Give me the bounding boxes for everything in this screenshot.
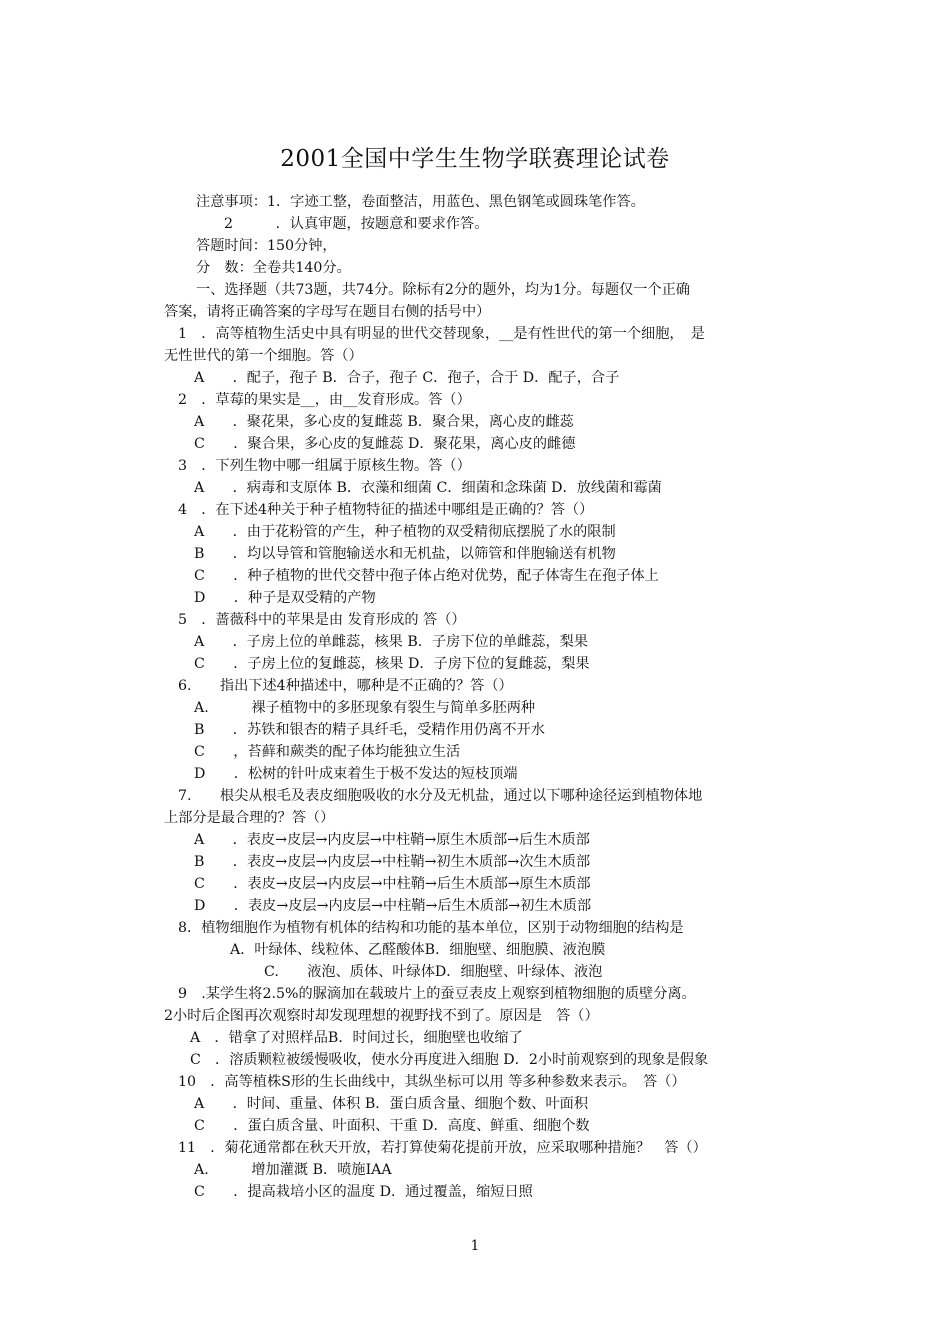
text-line: B ．表皮→皮层→内皮层→中柱鞘→初生木质部→次生木质部 [194,854,591,870]
text-line: A ．时间、重量、体积 B．蛋白质含量、细胞个数、叶面积 [194,1096,589,1112]
text-line: C ．子房上位的复雌蕊，核果 D．子房下位的复雌蕊，梨果 [194,656,590,672]
text-line: D ．松树的针叶成束着生于极不发达的短枝顶端 [194,766,518,782]
text-line: 4 ．在下述4种关于种子植物特征的描述中哪组是正确的？答（） [178,502,594,518]
document-title: 2001全国中学生生物学联赛理论试卷 [280,146,670,172]
text-line: 2 ．认真审题，按题意和要求作答。 [224,216,489,232]
text-line: A ．由于花粉管的产生，种子植物的双受精彻底摆脱了水的限制 [194,524,616,540]
text-line: 5 ．蔷薇科中的苹果是由 发育形成的 答（） [178,612,466,628]
text-line: C ．聚合果，多心皮的复雌蕊 D．聚花果，离心皮的雌德 [194,436,576,452]
text-line: A ．子房上位的单雌蕊，核果 B．子房下位的单雌蕊，梨果 [194,634,589,650]
text-line: A ．配子，孢子 B．合子，孢子 C．孢子，合于 D．配子，合子 [194,370,620,386]
text-line: A. 裸子植物中的多胚现象有裂生与简单多胚两种 [194,700,536,716]
text-line: 注意事项：1．字迹工整，卷面整洁，用蓝色、黑色钢笔或圆珠笔作答。 [196,194,645,210]
text-line: A ．表皮→皮层→内皮层→中柱鞘→原生木质部→后生木质部 [194,832,590,848]
text-line: 7. 根尖从根毛及表皮细胞吸收的水分及无机盐，通过以下哪种途径运到植物体地 [178,788,703,804]
page-number: 1 [470,1238,480,1254]
text-line: 上部分是最合理的？答（） [164,810,335,826]
text-line: B ．均以导管和管胞输送水和无机盐，以筛管和伴胞输送有机物 [194,546,616,562]
text-line: A ．聚花果，多心皮的复雌蕊 B．聚合果，离心皮的雌蕊 [194,414,574,430]
text-line: C ．种子植物的世代交替中孢子体占绝对优势，配子体寄生在孢子体上 [194,568,659,584]
text-line: C ．提高栽培小区的温度 D．通过覆盖，缩短日照 [194,1184,533,1200]
text-line: 1 ．高等植物生活史中具有明显的世代交替现象，__是有性世代的第一个细胞， 是 [178,326,705,342]
text-line: 无性世代的第一个细胞。答（） [164,348,363,364]
text-line: C. 液泡、质体、叶绿体D．细胞壁、叶绿体、液泡 [264,964,603,980]
text-line: 8．植物细胞作为植物有机体的结构和功能的基本单位，区别于动物细胞的结构是 [178,920,684,936]
text-line: C ．表皮→皮层→内皮层→中柱鞘→后生木质部→原生木质部 [194,876,591,892]
text-line: A ．病毒和支原体 B．衣藻和细菌 C．细菌和念珠菌 D．放线菌和霉菌 [194,480,662,496]
text-line: 一、选择题（共73题，共74分。除标有2分的题外，均为1分。每题仅一个正确 [196,282,690,298]
text-line: 2小时后企图再次观察时却发现理想的视野找不到了。原因是 答（） [164,1008,599,1024]
text-line: 答题时间：150分钟， [196,238,337,254]
text-line: 9 .某学生将2.5%的脲滴加在载玻片上的蚕豆表皮上观察到植物细胞的质壁分离。 [178,986,696,1002]
text-line: 答案，请将正确答案的字母写在题目右侧的括号中） [164,304,491,320]
text-line: 分 数：全卷共140分。 [196,260,351,276]
text-line: A．叶绿体、线粒体、乙醛酸体B．细胞壁、细胞膜、液泡膜 [230,942,606,958]
text-line: A. 增加灌溉 B．喷施IAA [194,1162,392,1178]
text-line: C ．蛋白质含量、叶面积、干重 D．高度、鲜重、细胞个数 [194,1118,590,1134]
text-line: 6. 指出下述4种描述中，哪种是不正确的？答（） [178,678,513,694]
text-line: C ．溶质颗粒被缓慢吸收，使水分再度进入细胞 D．2小时前观察到的现象是假象 [190,1052,709,1068]
text-line: 10 ．高等植株S形的生长曲线中，其纵坐标可以用 等多种参数来表示。 答（） [178,1074,686,1090]
text-line: 3 ．下列生物中哪一组属于原核生物。答（） [178,458,471,474]
text-line: 2 ．草莓的果实是__，由__发育形成。答（） [178,392,471,408]
text-line: C ，苔藓和蕨类的配子体均能独立生活 [194,744,461,760]
text-line: 11 ．菊花通常都在秋天开放，若打算使菊花提前开放，应采取哪种措施？ 答（） [178,1140,707,1156]
text-line: D ．表皮→皮层→内皮层→中柱鞘→后生木质部→初生木质部 [194,898,592,914]
text-line: A ．错拿了对照样品B．时间过长，细胞壁也收缩了 [190,1030,523,1046]
text-line: D ．种子是双受精的产物 [194,590,376,606]
text-line: B ．苏铁和银杏的精子具纤毛，受精作用仍离不开水 [194,722,545,738]
